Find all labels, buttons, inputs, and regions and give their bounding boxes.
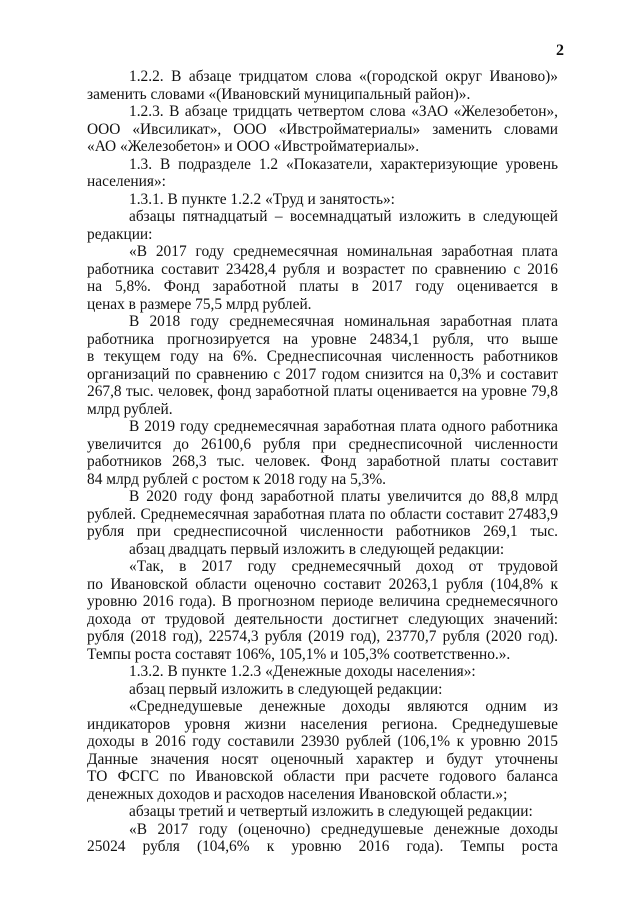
paragraph — [87, 68, 558, 103]
text-line: рублей. Среднемесячная заработная плата по области составит 27483,9 — [87, 505, 558, 523]
text-line: «Так, в 2017 году среднемесячный доход от трудовой — [129, 558, 558, 575]
text-line: ТО ФСГС по Ивановской области при расчете годового баланса — [87, 768, 558, 785]
text-line: редакции: — [87, 225, 153, 243]
text-line: 1.3. В подразделе 1.2 «Показатели, характеризующие уровень — [129, 155, 558, 173]
text-line: населения»: — [87, 173, 166, 190]
text-line: работника составит 23428,4 рубля и возрастет по сравнению с 2016 — [87, 260, 558, 278]
text-line: «В 2017 году (оценочно) среднедушевые денежные доходы — [129, 820, 558, 838]
paragraph — [87, 698, 558, 803]
text-line: Данные значения носят оценочный характер и будут уточнены — [87, 750, 558, 768]
page-number: 2 — [556, 42, 564, 59]
paragraph — [87, 488, 558, 541]
text-line: рубля (2018 год), 22574,3 рубля (2019 год), 23770,7 рубля (2020 год). — [87, 628, 558, 645]
text-line: «АО «Железобетон» и ООО «Ивстройматериалы». — [87, 138, 420, 155]
text-line: абзацы третий и четвертый изложить в следующей редакции: — [129, 803, 533, 820]
text-line: абзац двадцать первый изложить в следующей редакции: — [129, 540, 505, 558]
text-line: в текущем году на 6%. Среднесписочная численность работников — [87, 348, 558, 365]
paragraph — [87, 803, 558, 821]
text-line: дохода от трудовой деятельности достигнет следующих значений: — [87, 610, 558, 628]
text-line: млрд рублей. — [87, 400, 173, 418]
paragraph — [87, 103, 558, 156]
text-line: абзацы пятнадцатый – восемнадцатый изложить в следующей — [129, 208, 558, 225]
text-line: заменить словами «(Ивановский муниципальный район)». — [87, 85, 471, 103]
paragraph — [87, 681, 558, 699]
text-line: 267,8 тыс. человек, фонд заработной платы оценивается на уровне 79,8 — [87, 383, 558, 400]
text-line: 1.2.2. В абзаце тридцатом слова «(городской округ Иваново)» — [129, 68, 558, 85]
text-line: абзац первый изложить в следующей редакции: — [129, 680, 443, 698]
text-line: Темпы роста составят 106%, 105,1% и 105,3% соответственно.». — [87, 645, 511, 663]
text-line: 1.2.3. В абзаце тридцать четвертом слова «ЗАО «Железобетон», — [129, 103, 558, 120]
text-line: работника прогнозируется на уровне 24834,1 рубля, что выше — [87, 330, 558, 348]
text-line: ООО «Ивсиликат», ООО «Ивстройматериалы» заменить словами — [87, 120, 558, 138]
text-line: рубля при среднесписочной численности работников 269,1 тыс. — [87, 523, 558, 540]
text-line: «Среднедушевые денежные доходы являются одним из — [129, 698, 558, 715]
text-line: на 5,8%. Фонд заработной платы в 2017 году оценивается в — [87, 278, 558, 295]
text-line: организаций по сравнению с 2017 годом снизится на 0,3% и составит — [87, 365, 558, 383]
text-line: уровню 2016 года). В прогнозном периоде величина среднемесячного — [87, 593, 558, 610]
paragraph — [87, 558, 558, 663]
paragraph — [87, 313, 558, 418]
text-line: доходы в 2016 году составили 23930 рублей (106,1% к уровню 2015 — [87, 733, 558, 750]
text-line: увеличится до 26100,6 рубля при среднесписочной численности — [87, 435, 558, 453]
paragraph — [87, 156, 558, 191]
paragraph — [87, 541, 558, 559]
document-body — [87, 68, 558, 856]
text-line: 1.3.2. В пункте 1.2.3 «Денежные доходы населения»: — [129, 663, 476, 680]
paragraph — [87, 243, 558, 313]
paragraph — [87, 418, 558, 488]
text-line: В 2019 году среднемесячная заработная плата одного работника — [129, 418, 558, 435]
paragraph — [87, 191, 558, 209]
text-line: 1.3.1. В пункте 1.2.2 «Труд и занятость»: — [129, 190, 395, 208]
text-line: ценах в размере 75,5 млрд рублей. — [87, 295, 312, 313]
text-line: по Ивановской области оценочно составит 20263,1 рубля (104,8% к — [87, 575, 558, 593]
text-line: денежных доходов и расходов населения Ивановской области.»; — [87, 785, 508, 803]
paragraph — [87, 821, 558, 856]
text-line: работников 268,3 тыс. человек. Фонд заработной платы составит — [87, 453, 558, 470]
paragraph — [87, 663, 558, 681]
text-line: 25024 рубля (104,6% к уровню 2016 года). Темпы роста — [87, 838, 558, 855]
text-line: «В 2017 году среднемесячная номинальная заработная плата — [129, 243, 558, 260]
text-line: В 2020 году фонд заработной платы увеличится до 88,8 млрд — [129, 488, 558, 505]
paragraph — [87, 208, 558, 243]
text-line: В 2018 году среднемесячная номинальная заработная плата — [129, 313, 558, 330]
text-line: 84 млрд рублей с ростом к 2018 году на 5,3%. — [87, 470, 386, 488]
text-line: индикаторов уровня жизни населения региона. Среднедушевые — [87, 715, 558, 733]
